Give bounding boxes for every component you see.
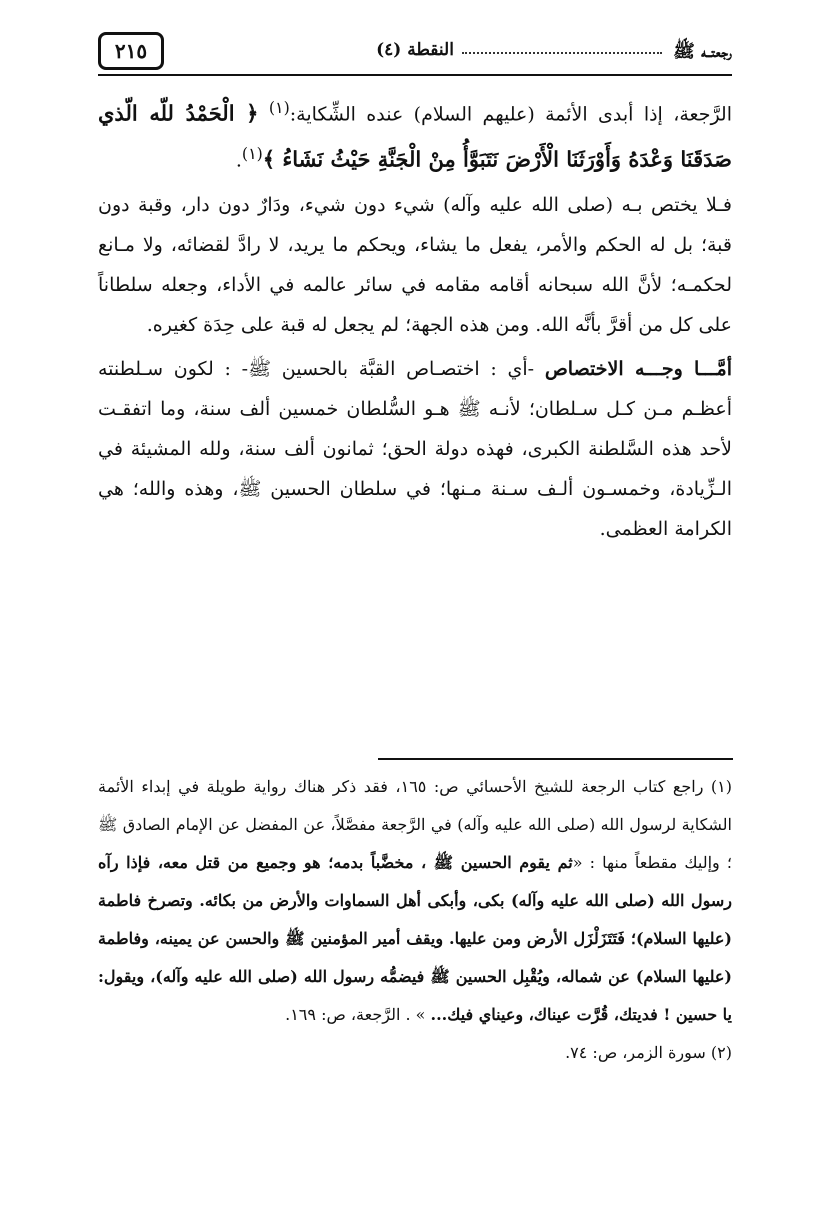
footnotes [98, 768, 732, 1072]
paragraph-3-heading: أمَّـــا وجـــه الاختصاص [544, 357, 732, 380]
page-number: ٢١٥ [98, 32, 164, 70]
section-title: النقطة (٤) [376, 40, 454, 60]
footnote-ref: (١) [268, 98, 290, 117]
main-text [98, 88, 732, 553]
footnote-1-text: (١) راجع كتاب الرجعة للشيخ الأحسائي ص: ١٦٥، فقد ذكر هناك رواية طويلة في إبداء الأئمة الشكاية لرسول الله (صلى الله عليه وآله) في الرَّجعة مفصَّلاً، عن المفضل عن الإمام الصادق ﷺ ؛ وإليك مقطعاً منها : « [98, 777, 733, 872]
footnote-ref: (١) [241, 144, 263, 164]
paragraph-3-text: -أي : اختصـاص القبَّة بالحسين ﷺ- : لكون سـلطنته أعظـم مـن كـل سـلطان؛ لأنـه ﷺ هـو السُّلطان خمسين ألف سنة، وما اتفقـت لأحد هذه السَّلطنة الكبرى، فهذه دولة الحق؛ ثمانون ألف سنة، ولله المشيئة في الـزِّيادة، وخمسـون ألـف سـنة مـنها؛ في سلطان الحسين ﷺ، وهذه والله؛ هي الكرامة العظمى. [98, 357, 732, 540]
paragraph-3 [98, 349, 732, 549]
quran-verse: ﴿ الْحَمْدُ للّه الّذي صَدَقَنَا وَعْدَهُ وَأَوْرَثَنَا الْأَرْضَ نَتَبَوَّأُ مِنْ الْجَنَّةِ حَيْثُ نَشَاءُ ﴾ [98, 100, 732, 172]
header-dots [462, 38, 662, 54]
footnote-1 [98, 768, 732, 1034]
page-header [98, 30, 732, 70]
paragraph-1-end: . [235, 149, 242, 172]
header-rule [98, 74, 732, 76]
paragraph-1 [98, 88, 732, 181]
footnote-1-end: » . الرَّجعة، ص: ١٦٩. [285, 1005, 431, 1024]
paragraph-2: فـلا يختص بـه (صلى الله عليه وآله) شيء دون شيء، ودَارٌ دون دار، وقبة دون قبة؛ بل له الحكم والأمر، يفعل ما يشاء، ويحكم ما يريد، لا رادَّ لقضائه، ولا مـانع لحكمـه؛ لأنَّ الله سبحانه أقامه مقامه في سائر عالمه في الأداء، وجعله سلطاناً على كل من أقرَّ بأنَّه الله. ومن هذه الجهة؛ لم يجعل له قبة على حِدَة كغيره. [98, 193, 732, 336]
running-title: رجعتــه ﷺ [673, 41, 732, 62]
footnote-2: (٢) سورة الزمر، ص: ٧٤. [565, 1043, 732, 1062]
footnote-1-quote: ثم يقوم الحسين ﷺ ، مخضَّباً بدمه؛ هو وجميع من قتل معه، فإذا رآه رسول الله (صلى الله عليه وآله) بكى، وأبكى أهل السماوات والأرض من بكائه. وتصرخ فاطمة (عليها السلام)؛ فَتَتَزَلْزَل الأرض ومن عليها. ويقف أمير المؤمنين ﷺ والحسن عن يمينه، وفاطمة (عليها السلام) عن شماله، ويُقْبِل الحسين ﷺ فيضمُّه رسول الله (صلى الله عليه وآله)، ويقول: يا حسين ! فديتك، قُرَّت عيناك، وعيناي فيك... [98, 853, 732, 1024]
paragraph-1-text: الرَّجعة، إذا أبدى الأئمة (عليهم السلام) عنده الشِّكاية: [289, 103, 732, 126]
footnote-rule [378, 758, 733, 760]
